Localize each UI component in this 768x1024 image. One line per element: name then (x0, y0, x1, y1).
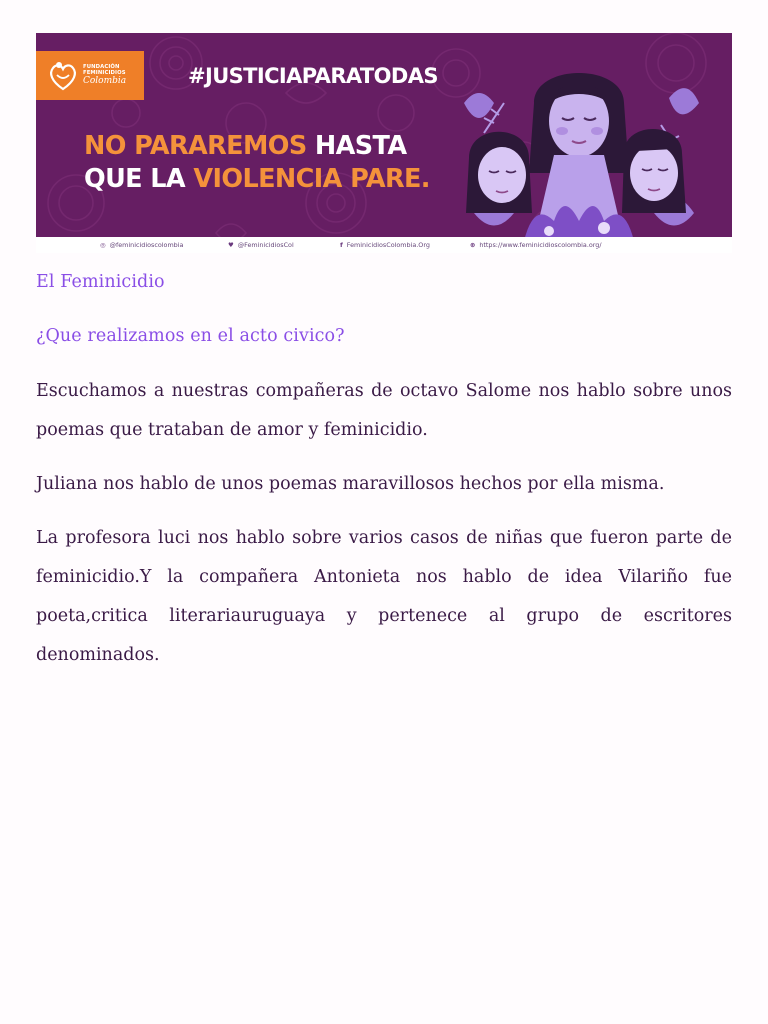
instagram-link[interactable] (100, 241, 183, 249)
heart-logo-icon (47, 59, 79, 93)
facebook-page: FeminicidiosColombia.Org (346, 241, 430, 249)
paragraph-2: Juliana nos hablo de unos poemas maravillosos hechos por ella misma. (36, 474, 665, 494)
social-links-strip (36, 237, 732, 253)
women-illustration (454, 63, 704, 241)
banner-headline (84, 130, 430, 196)
headline-white-1: HASTA (306, 131, 407, 161)
logo-line-feminicidios: FEMINICIDIOS (83, 69, 126, 76)
section-question: ¿Que realizamos en el acto civico? (36, 326, 345, 346)
logo-line-colombia: Colombia (83, 75, 127, 86)
headline-orange-1: NO PARAREMOS (84, 131, 307, 161)
campaign-banner (36, 33, 732, 253)
twitter-link[interactable] (228, 241, 294, 249)
instagram-icon: ◎ (100, 241, 106, 249)
website-url: https://www.feminicidioscolombia.org/ (479, 241, 602, 249)
facebook-link[interactable] (340, 241, 430, 249)
headline-white-2: QUE LA (84, 164, 194, 194)
instagram-handle: @feminicidioscolombia (109, 241, 184, 249)
paragraph-1: Escuchamos a nuestras compañeras de octavo Salome nos hablo sobre unos poemas que trataban de amor y feminicidio. (36, 381, 732, 440)
website-link[interactable] (470, 241, 602, 249)
document-title: El Feminicidio (36, 272, 165, 292)
logo-line-foundation: FUNDACIÓN (83, 64, 120, 71)
globe-icon: ⊕ (470, 241, 476, 249)
campaign-hashtag: #JUSTICIAPARATODAS (188, 64, 438, 88)
facebook-icon: f (340, 241, 343, 249)
paragraph-3: La profesora luci nos hablo sobre varios casos de niñas que fueron parte de feminicidio.Y la compañera Antonieta nos hablo de idea Vilariño fue poeta,critica literariauruguaya y pertenece al grupo de escritores denominados. (36, 528, 732, 665)
foundation-logo (36, 51, 144, 100)
twitter-icon: ♥ (228, 241, 234, 249)
headline-orange-2: VIOLENCIA PARE. (193, 164, 430, 194)
twitter-handle: @FeminicidiosCol (237, 241, 294, 249)
